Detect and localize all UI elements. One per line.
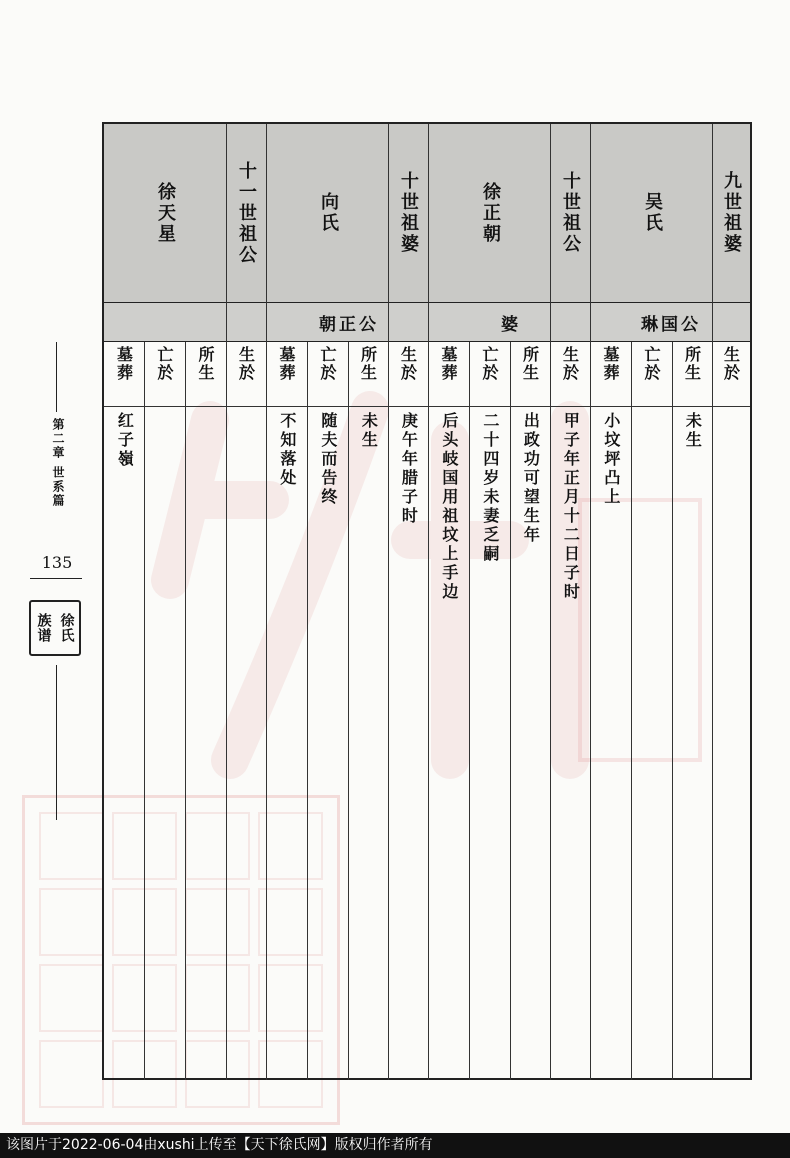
upload-footer: 该图片于2022-06-04由xushi上传至【天下徐氏网】版权归作者所有 — [0, 1133, 790, 1158]
value-tomb-0: 小坟坪凸上 — [601, 412, 621, 507]
margin-rule-top — [56, 342, 57, 412]
value-tomb-3: 红子嶺 — [115, 412, 135, 469]
value-died-1: 二十四岁未妻乏嗣 — [480, 412, 500, 564]
label-died-2: 亡於 — [318, 346, 337, 382]
value-tomb-2: 不知落处 — [277, 412, 297, 488]
clan-logo — [29, 600, 81, 656]
band-3 — [104, 302, 268, 342]
label-tomb-3: 墓葬 — [114, 346, 134, 382]
logo-text-2: 族谱 — [35, 613, 52, 643]
genealogy-table — [102, 122, 752, 1080]
gen-name-1: 徐正朝 — [480, 181, 501, 245]
gen-name-0: 吴氏 — [642, 192, 663, 234]
page-number: 135 — [41, 553, 73, 572]
value-tomb-1: 后头岐国用祖坟上手边 — [439, 412, 459, 602]
label-rule — [104, 406, 750, 407]
chapter-title: 第二章 世系篇 — [51, 418, 65, 509]
label-born-2: 生於 — [398, 346, 418, 382]
value-died-2: 随夫而告终 — [318, 412, 338, 507]
label-birthplace-2: 所生 — [358, 346, 378, 382]
label-born-0: 生於 — [721, 346, 741, 382]
label-died-0: 亡於 — [642, 346, 661, 382]
gen-label-3: 十一世祖公 — [236, 160, 257, 266]
value-born-2: 庚午年腊子时 — [399, 412, 419, 526]
band-1: 婆 — [501, 314, 521, 335]
label-born-1: 生於 — [560, 346, 580, 382]
margin-rule-bottom — [56, 665, 57, 820]
label-born-3: 生於 — [236, 346, 256, 382]
label-birthplace-1: 所生 — [520, 346, 540, 382]
label-tomb-0: 墓葬 — [601, 346, 620, 382]
label-tomb-2: 墓葬 — [277, 346, 296, 382]
label-birthplace-0: 所生 — [682, 346, 702, 382]
value-born-1: 甲子年正月十二日子时 — [561, 412, 581, 602]
value-birthplace-1: 出政功可望生年 — [521, 412, 541, 545]
page-number-rule — [30, 578, 82, 579]
gen-name-3: 徐天星 — [155, 181, 176, 245]
gen-label-0: 九世祖婆 — [721, 171, 742, 255]
label-tomb-1: 墓葬 — [439, 346, 458, 382]
gen-label-1: 十世祖公 — [560, 171, 581, 255]
label-died-1: 亡於 — [480, 346, 499, 382]
band-0: 琳国公 — [641, 314, 701, 335]
value-birthplace-2: 未生 — [359, 412, 379, 450]
label-birthplace-3: 所生 — [196, 346, 215, 382]
band-2: 朝正公 — [319, 314, 379, 335]
gen-label-2: 十世祖婆 — [398, 171, 419, 255]
gen-name-2: 向氏 — [318, 192, 339, 234]
label-died-3: 亡於 — [155, 346, 174, 382]
logo-text-1: 徐氏 — [58, 613, 75, 643]
value-birthplace-0: 未生 — [683, 412, 703, 450]
